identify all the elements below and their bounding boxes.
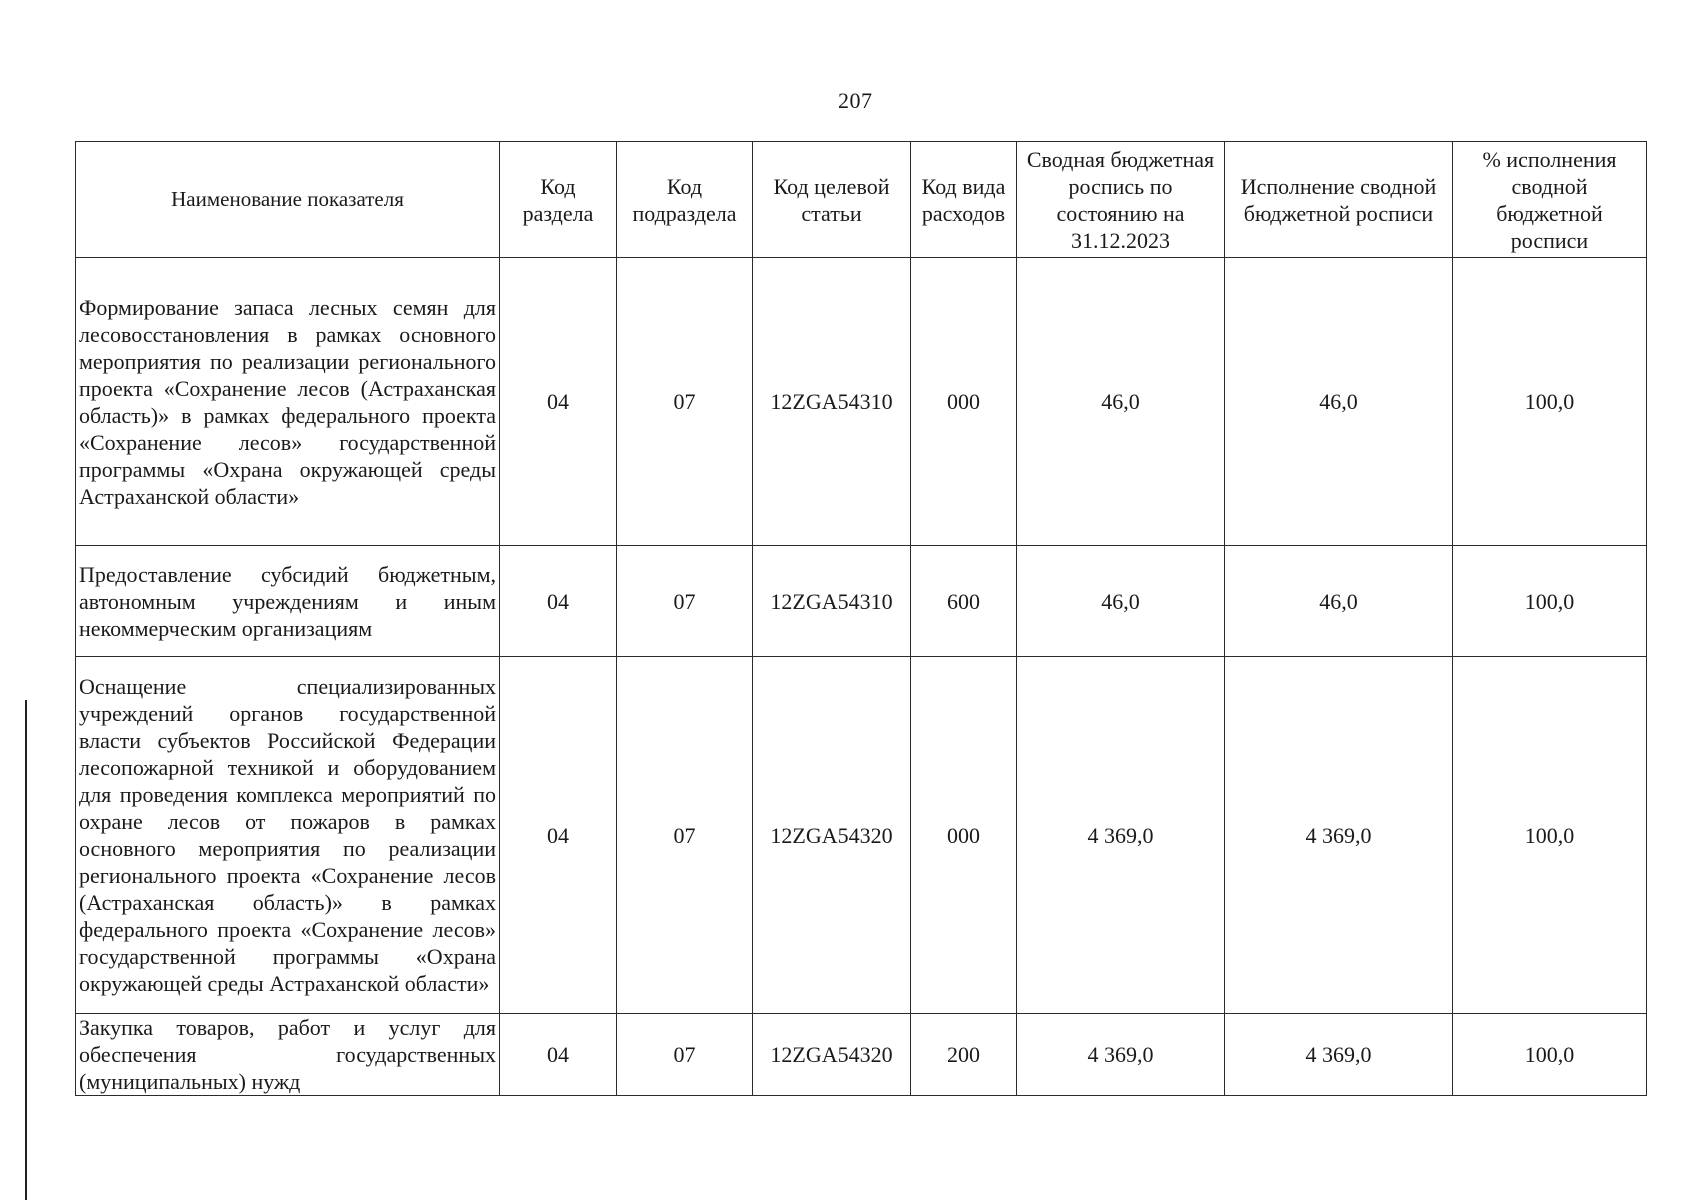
row-target: 12ZGA54320	[753, 1014, 911, 1096]
budget-execution-table	[75, 141, 1647, 1096]
row-execution: 4 369,0	[1225, 657, 1453, 1014]
margin-line	[25, 700, 27, 1200]
row-section: 04	[500, 546, 617, 657]
row-expense-type: 000	[911, 258, 1017, 546]
row-expense-type: 600	[911, 546, 1017, 657]
row-target: 12ZGA54320	[753, 657, 911, 1014]
row-execution: 4 369,0	[1225, 1014, 1453, 1096]
row-subsection: 07	[617, 1014, 753, 1096]
row-percent: 100,0	[1453, 1014, 1647, 1096]
row-section: 04	[500, 657, 617, 1014]
row-percent: 100,0	[1453, 657, 1647, 1014]
table-row	[76, 258, 1647, 546]
row-budget-plan: 46,0	[1017, 546, 1225, 657]
header-expense-type: Код вида расходов	[911, 142, 1017, 258]
row-target: 12ZGA54310	[753, 258, 911, 546]
row-execution: 46,0	[1225, 546, 1453, 657]
page-number: 207	[838, 88, 873, 113]
header-name: Наименование показателя	[76, 142, 500, 258]
row-section: 04	[500, 1014, 617, 1096]
table-row	[76, 546, 1647, 657]
table-header-row	[76, 142, 1647, 258]
row-target: 12ZGA54310	[753, 546, 911, 657]
row-expense-type: 200	[911, 1014, 1017, 1096]
header-execution: Исполнение сводной бюджетной росписи	[1225, 142, 1453, 258]
row-section: 04	[500, 258, 617, 546]
row-budget-plan: 4 369,0	[1017, 1014, 1225, 1096]
table-row	[76, 657, 1647, 1014]
row-expense-type: 000	[911, 657, 1017, 1014]
header-budget-plan: Сводная бюджетная роспись по состоянию на 31.12.2023	[1017, 142, 1225, 258]
row-percent: 100,0	[1453, 258, 1647, 546]
header-section: Код раздела	[500, 142, 617, 258]
header-subsection: Код подраздела	[617, 142, 753, 258]
row-budget-plan: 4 369,0	[1017, 657, 1225, 1014]
row-percent: 100,0	[1453, 546, 1647, 657]
header-target: Код целевой статьи	[753, 142, 911, 258]
row-name: Оснащение специализированных учреждений органов государственной власти субъектов Российской Федерации лесопожарной техникой и оборудованием для проведения комплекса мероприятий по охране лесов от пожаров в рамках основного мероприятия по реализации регионального проекта «Сохранение лесов (Астраханская область)» в рамках федерального проекта «Сохранение лесов» государственной программы «Охрана окружающей среды Астраханской области»	[76, 657, 500, 1014]
row-name: Предоставление субсидий бюджетным, автономным учреждениям и иным некоммерческим организациям	[76, 546, 500, 657]
row-name: Формирование запаса лесных семян для лесовосстановления в рамках основного мероприятия по реализации регионального проекта «Сохранение лесов (Астраханская область)» в рамках федерального проекта «Сохранение лесов» государственной программы «Охрана окружающей среды Астраханской области»	[76, 258, 500, 546]
header-percent: % исполнения сводной бюджетной росписи	[1453, 142, 1647, 258]
row-subsection: 07	[617, 258, 753, 546]
row-subsection: 07	[617, 546, 753, 657]
row-name: Закупка товаров, работ и услуг для обеспечения государственных (муниципальных) нужд	[76, 1014, 500, 1096]
row-subsection: 07	[617, 657, 753, 1014]
row-budget-plan: 46,0	[1017, 258, 1225, 546]
row-execution: 46,0	[1225, 258, 1453, 546]
table-row	[76, 1014, 1647, 1096]
